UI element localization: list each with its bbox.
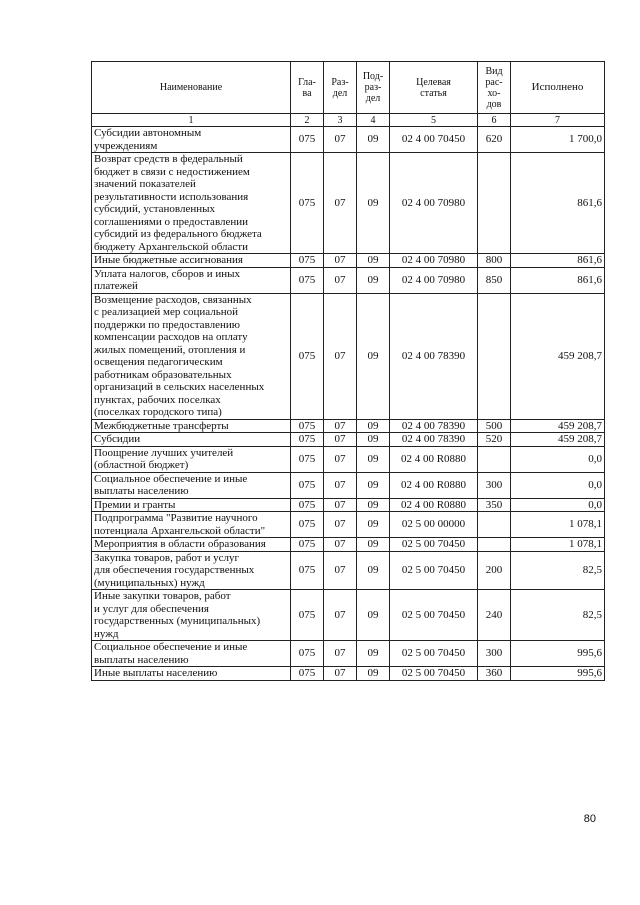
column-number: 1 <box>92 114 291 127</box>
row-podrazdel: 09 <box>357 127 390 153</box>
row-glava: 075 <box>291 498 324 512</box>
row-podrazdel: 09 <box>357 498 390 512</box>
row-razdel: 07 <box>324 590 357 641</box>
row-vid <box>478 446 511 472</box>
row-name: Иные закупки товаров, работ и услуг для обеспечения государственных (муниципальных) нужд <box>92 590 291 641</box>
row-name: Поощрение лучших учителей (областной бюджет) <box>92 446 291 472</box>
table-row <box>92 153 605 254</box>
row-podrazdel: 09 <box>357 551 390 590</box>
row-glava: 075 <box>291 667 324 681</box>
table-row <box>92 551 605 590</box>
row-razdel: 07 <box>324 498 357 512</box>
row-name: Социальное обеспечение и иные выплаты населению <box>92 472 291 498</box>
table-body <box>92 127 605 681</box>
table-row <box>92 512 605 538</box>
row-ispolneno: 459 208,7 <box>511 293 605 419</box>
row-vid: 500 <box>478 419 511 433</box>
table-row <box>92 267 605 293</box>
header-glava: Гла- ва <box>291 62 324 114</box>
row-statya: 02 4 00 70980 <box>390 267 478 293</box>
row-glava: 075 <box>291 419 324 433</box>
header-razdel: Раз- дел <box>324 62 357 114</box>
row-glava: 075 <box>291 153 324 254</box>
row-ispolneno: 861,6 <box>511 267 605 293</box>
row-vid <box>478 293 511 419</box>
table-row <box>92 667 605 681</box>
table-row <box>92 538 605 552</box>
row-statya: 02 5 00 70450 <box>390 590 478 641</box>
row-glava: 075 <box>291 433 324 447</box>
header-ispolneno: Исполнено <box>511 62 605 114</box>
row-ispolneno: 82,5 <box>511 590 605 641</box>
row-statya: 02 4 00 R0880 <box>390 446 478 472</box>
header-row <box>92 62 605 114</box>
table-row <box>92 419 605 433</box>
row-statya: 02 4 00 78390 <box>390 293 478 419</box>
row-ispolneno: 995,6 <box>511 667 605 681</box>
row-statya: 02 5 00 00000 <box>390 512 478 538</box>
header-statya: Целевая статья <box>390 62 478 114</box>
row-ispolneno: 1 078,1 <box>511 538 605 552</box>
row-glava: 075 <box>291 472 324 498</box>
row-name: Иные выплаты населению <box>92 667 291 681</box>
row-vid: 520 <box>478 433 511 447</box>
row-glava: 075 <box>291 590 324 641</box>
row-podrazdel: 09 <box>357 153 390 254</box>
row-razdel: 07 <box>324 267 357 293</box>
row-ispolneno: 995,6 <box>511 641 605 667</box>
row-statya: 02 5 00 70450 <box>390 667 478 681</box>
row-podrazdel: 09 <box>357 254 390 268</box>
row-podrazdel: 09 <box>357 641 390 667</box>
row-statya: 02 5 00 70450 <box>390 551 478 590</box>
row-ispolneno: 861,6 <box>511 254 605 268</box>
row-vid <box>478 153 511 254</box>
row-razdel: 07 <box>324 641 357 667</box>
row-podrazdel: 09 <box>357 512 390 538</box>
row-podrazdel: 09 <box>357 267 390 293</box>
column-number: 7 <box>511 114 605 127</box>
table-row <box>92 293 605 419</box>
row-vid: 300 <box>478 472 511 498</box>
column-number: 4 <box>357 114 390 127</box>
column-number: 5 <box>390 114 478 127</box>
row-vid <box>478 512 511 538</box>
row-razdel: 07 <box>324 293 357 419</box>
row-ispolneno: 82,5 <box>511 551 605 590</box>
row-podrazdel: 09 <box>357 538 390 552</box>
row-ispolneno: 459 208,7 <box>511 419 605 433</box>
row-vid: 240 <box>478 590 511 641</box>
row-glava: 075 <box>291 551 324 590</box>
row-name: Иные бюджетные ассигнования <box>92 254 291 268</box>
column-number: 2 <box>291 114 324 127</box>
row-statya: 02 5 00 70450 <box>390 641 478 667</box>
header-vid: Вид рас- хо- дов <box>478 62 511 114</box>
row-vid <box>478 538 511 552</box>
row-ispolneno: 1 078,1 <box>511 512 605 538</box>
page-number: 80 <box>583 813 596 825</box>
header-podrazdel: Под- раз- дел <box>357 62 390 114</box>
table-row <box>92 641 605 667</box>
table-row <box>92 433 605 447</box>
column-number: 6 <box>478 114 511 127</box>
row-razdel: 07 <box>324 254 357 268</box>
row-name: Социальное обеспечение и иные выплаты населению <box>92 641 291 667</box>
row-vid: 350 <box>478 498 511 512</box>
row-glava: 075 <box>291 254 324 268</box>
row-statya: 02 5 00 70450 <box>390 538 478 552</box>
row-podrazdel: 09 <box>357 667 390 681</box>
header-name: Наименование <box>92 62 291 114</box>
row-name: Мероприятия в области образования <box>92 538 291 552</box>
row-statya: 02 4 00 R0880 <box>390 472 478 498</box>
row-ispolneno: 0,0 <box>511 446 605 472</box>
row-name: Уплата налогов, сборов и иных платежей <box>92 267 291 293</box>
row-statya: 02 4 00 78390 <box>390 419 478 433</box>
row-ispolneno: 0,0 <box>511 498 605 512</box>
row-statya: 02 4 00 78390 <box>390 433 478 447</box>
row-vid: 300 <box>478 641 511 667</box>
row-glava: 075 <box>291 512 324 538</box>
column-number: 3 <box>324 114 357 127</box>
row-ispolneno: 861,6 <box>511 153 605 254</box>
row-name: Подпрограмма "Развитие научного потенциала Архангельской области" <box>92 512 291 538</box>
row-name: Межбюджетные трансферты <box>92 419 291 433</box>
row-name: Субсидии автономным учреждениям <box>92 127 291 153</box>
table-row <box>92 472 605 498</box>
row-podrazdel: 09 <box>357 433 390 447</box>
row-ispolneno: 459 208,7 <box>511 433 605 447</box>
row-glava: 075 <box>291 641 324 667</box>
row-name: Возврат средств в федеральный бюджет в связи с недостижением значений показателей результативности использования субсидий, установленных соглашениями о предоставлении субсидий из федерального бюджета бюджету Архангельской области <box>92 153 291 254</box>
row-glava: 075 <box>291 538 324 552</box>
row-podrazdel: 09 <box>357 293 390 419</box>
row-name: Премии и гранты <box>92 498 291 512</box>
row-name: Закупка товаров, работ и услуг для обеспечения государственных (муниципальных) нужд <box>92 551 291 590</box>
table-row <box>92 446 605 472</box>
row-vid: 620 <box>478 127 511 153</box>
table-row <box>92 127 605 153</box>
row-statya: 02 4 00 70980 <box>390 254 478 268</box>
row-glava: 075 <box>291 446 324 472</box>
row-vid: 800 <box>478 254 511 268</box>
row-razdel: 07 <box>324 446 357 472</box>
budget-table <box>91 61 605 681</box>
row-razdel: 07 <box>324 433 357 447</box>
row-glava: 075 <box>291 267 324 293</box>
row-podrazdel: 09 <box>357 472 390 498</box>
row-razdel: 07 <box>324 512 357 538</box>
row-ispolneno: 0,0 <box>511 472 605 498</box>
row-name: Возмещение расходов, связанных с реализацией мер социальной поддержки по предоставлению компенсации расходов на оплату жилых помещений, отопления и освещения педагогическим работникам образовательных организаций в сельских населенных пунктах, рабочих поселках (поселках городского типа) <box>92 293 291 419</box>
row-razdel: 07 <box>324 153 357 254</box>
row-statya: 02 4 00 70450 <box>390 127 478 153</box>
row-vid: 850 <box>478 267 511 293</box>
row-vid: 200 <box>478 551 511 590</box>
row-razdel: 07 <box>324 551 357 590</box>
row-razdel: 07 <box>324 538 357 552</box>
row-podrazdel: 09 <box>357 446 390 472</box>
row-vid: 360 <box>478 667 511 681</box>
row-statya: 02 4 00 R0880 <box>390 498 478 512</box>
row-razdel: 07 <box>324 472 357 498</box>
row-podrazdel: 09 <box>357 590 390 641</box>
row-statya: 02 4 00 70980 <box>390 153 478 254</box>
table-row <box>92 254 605 268</box>
row-glava: 075 <box>291 127 324 153</box>
table-row <box>92 498 605 512</box>
row-razdel: 07 <box>324 419 357 433</box>
column-number-row <box>92 114 605 127</box>
row-podrazdel: 09 <box>357 419 390 433</box>
row-glava: 075 <box>291 293 324 419</box>
row-ispolneno: 1 700,0 <box>511 127 605 153</box>
table-row <box>92 590 605 641</box>
row-name: Субсидии <box>92 433 291 447</box>
row-razdel: 07 <box>324 667 357 681</box>
row-razdel: 07 <box>324 127 357 153</box>
